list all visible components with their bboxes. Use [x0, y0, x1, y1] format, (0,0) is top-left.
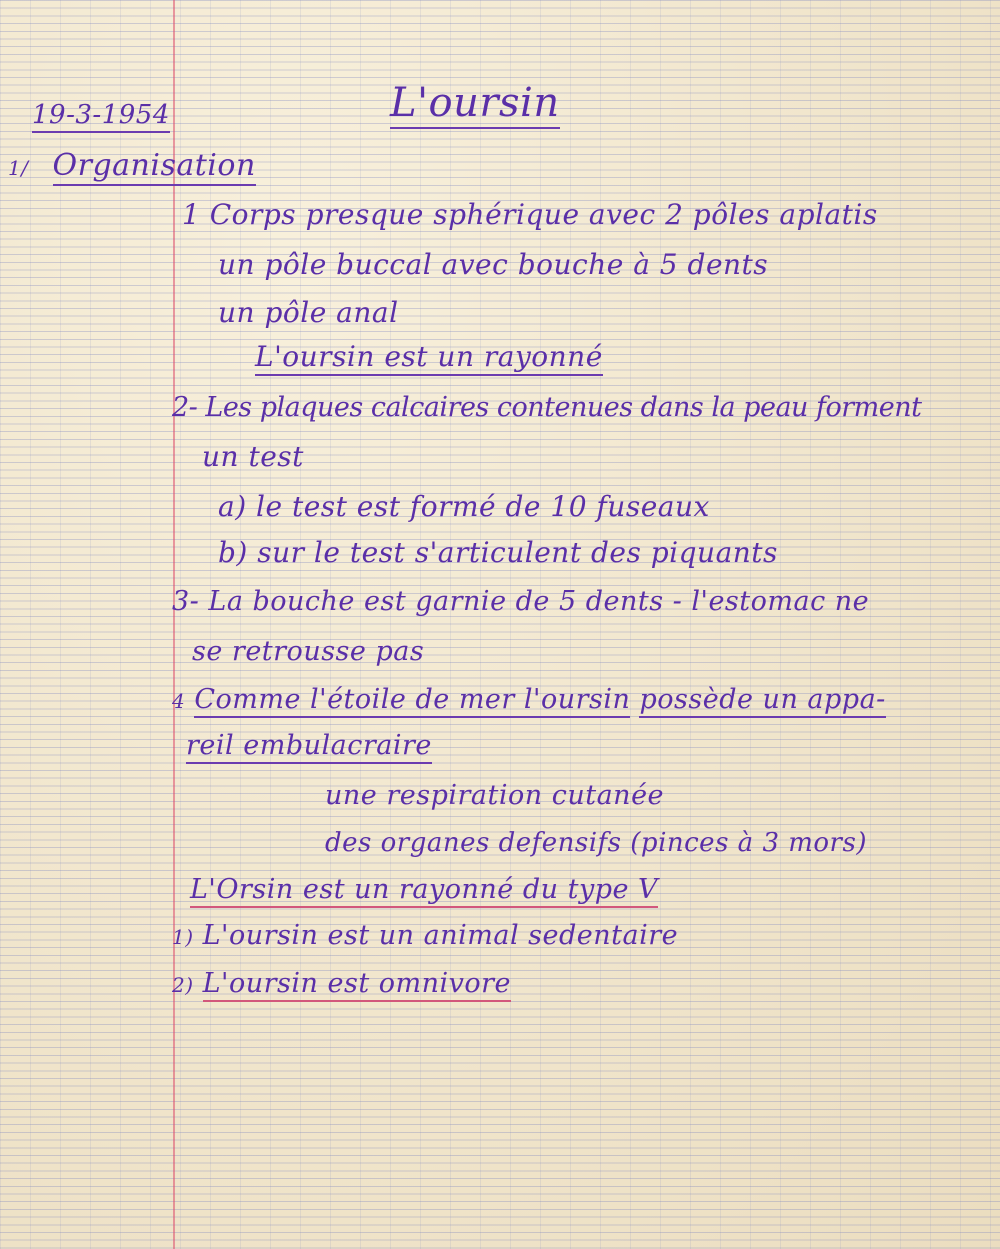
line-6: un test: [202, 440, 304, 473]
line-10: se retrousse pas: [192, 636, 425, 667]
line-16-text: L'oursin est un animal sedentaire: [202, 920, 679, 951]
section-heading-row: [8, 148, 256, 183]
line-15: L'Orsin est un rayonné du type V: [190, 874, 658, 908]
line-11: [172, 684, 886, 715]
line-5: 2- Les plaques calcaires contenues dans la peau forment: [172, 392, 922, 423]
line-17-text: L'oursin est omnivore: [203, 968, 511, 1002]
line-11-underlined: Comme l'étoile de mer l'oursin: [194, 684, 630, 718]
item-number: 4: [172, 689, 186, 713]
line-12: reil embulacraire: [186, 730, 432, 764]
line-13: une respiration cutanée: [325, 780, 665, 811]
page-title: L'oursin: [390, 80, 560, 129]
line-3: un pôle anal: [218, 296, 399, 329]
line-4: L'oursin est un rayonné: [255, 340, 603, 376]
line-1: 1 Corps presque sphérique avec 2 pôles aplatis: [182, 198, 878, 231]
line-11-rest: possède un appa-: [639, 684, 885, 718]
margin-line: [173, 0, 175, 1249]
item-number: 1): [172, 925, 194, 949]
line-8: b) sur le test s'articulent des piquants: [218, 536, 778, 569]
line-17: [172, 968, 511, 999]
line-9: 3- La bouche est garnie de 5 dents - l'estomac ne: [172, 586, 870, 617]
date: 19-3-1954: [32, 100, 170, 133]
line-7: a) le test est formé de 10 fuseaux: [218, 490, 710, 523]
section-marker: 1/: [8, 156, 29, 180]
line-2: un pôle buccal avec bouche à 5 dents: [218, 248, 769, 281]
line-14: des organes defensifs (pinces à 3 mors): [325, 828, 867, 858]
line-16: [172, 920, 678, 951]
section-heading: Organisation: [53, 148, 256, 186]
item-number: 2): [172, 973, 194, 997]
